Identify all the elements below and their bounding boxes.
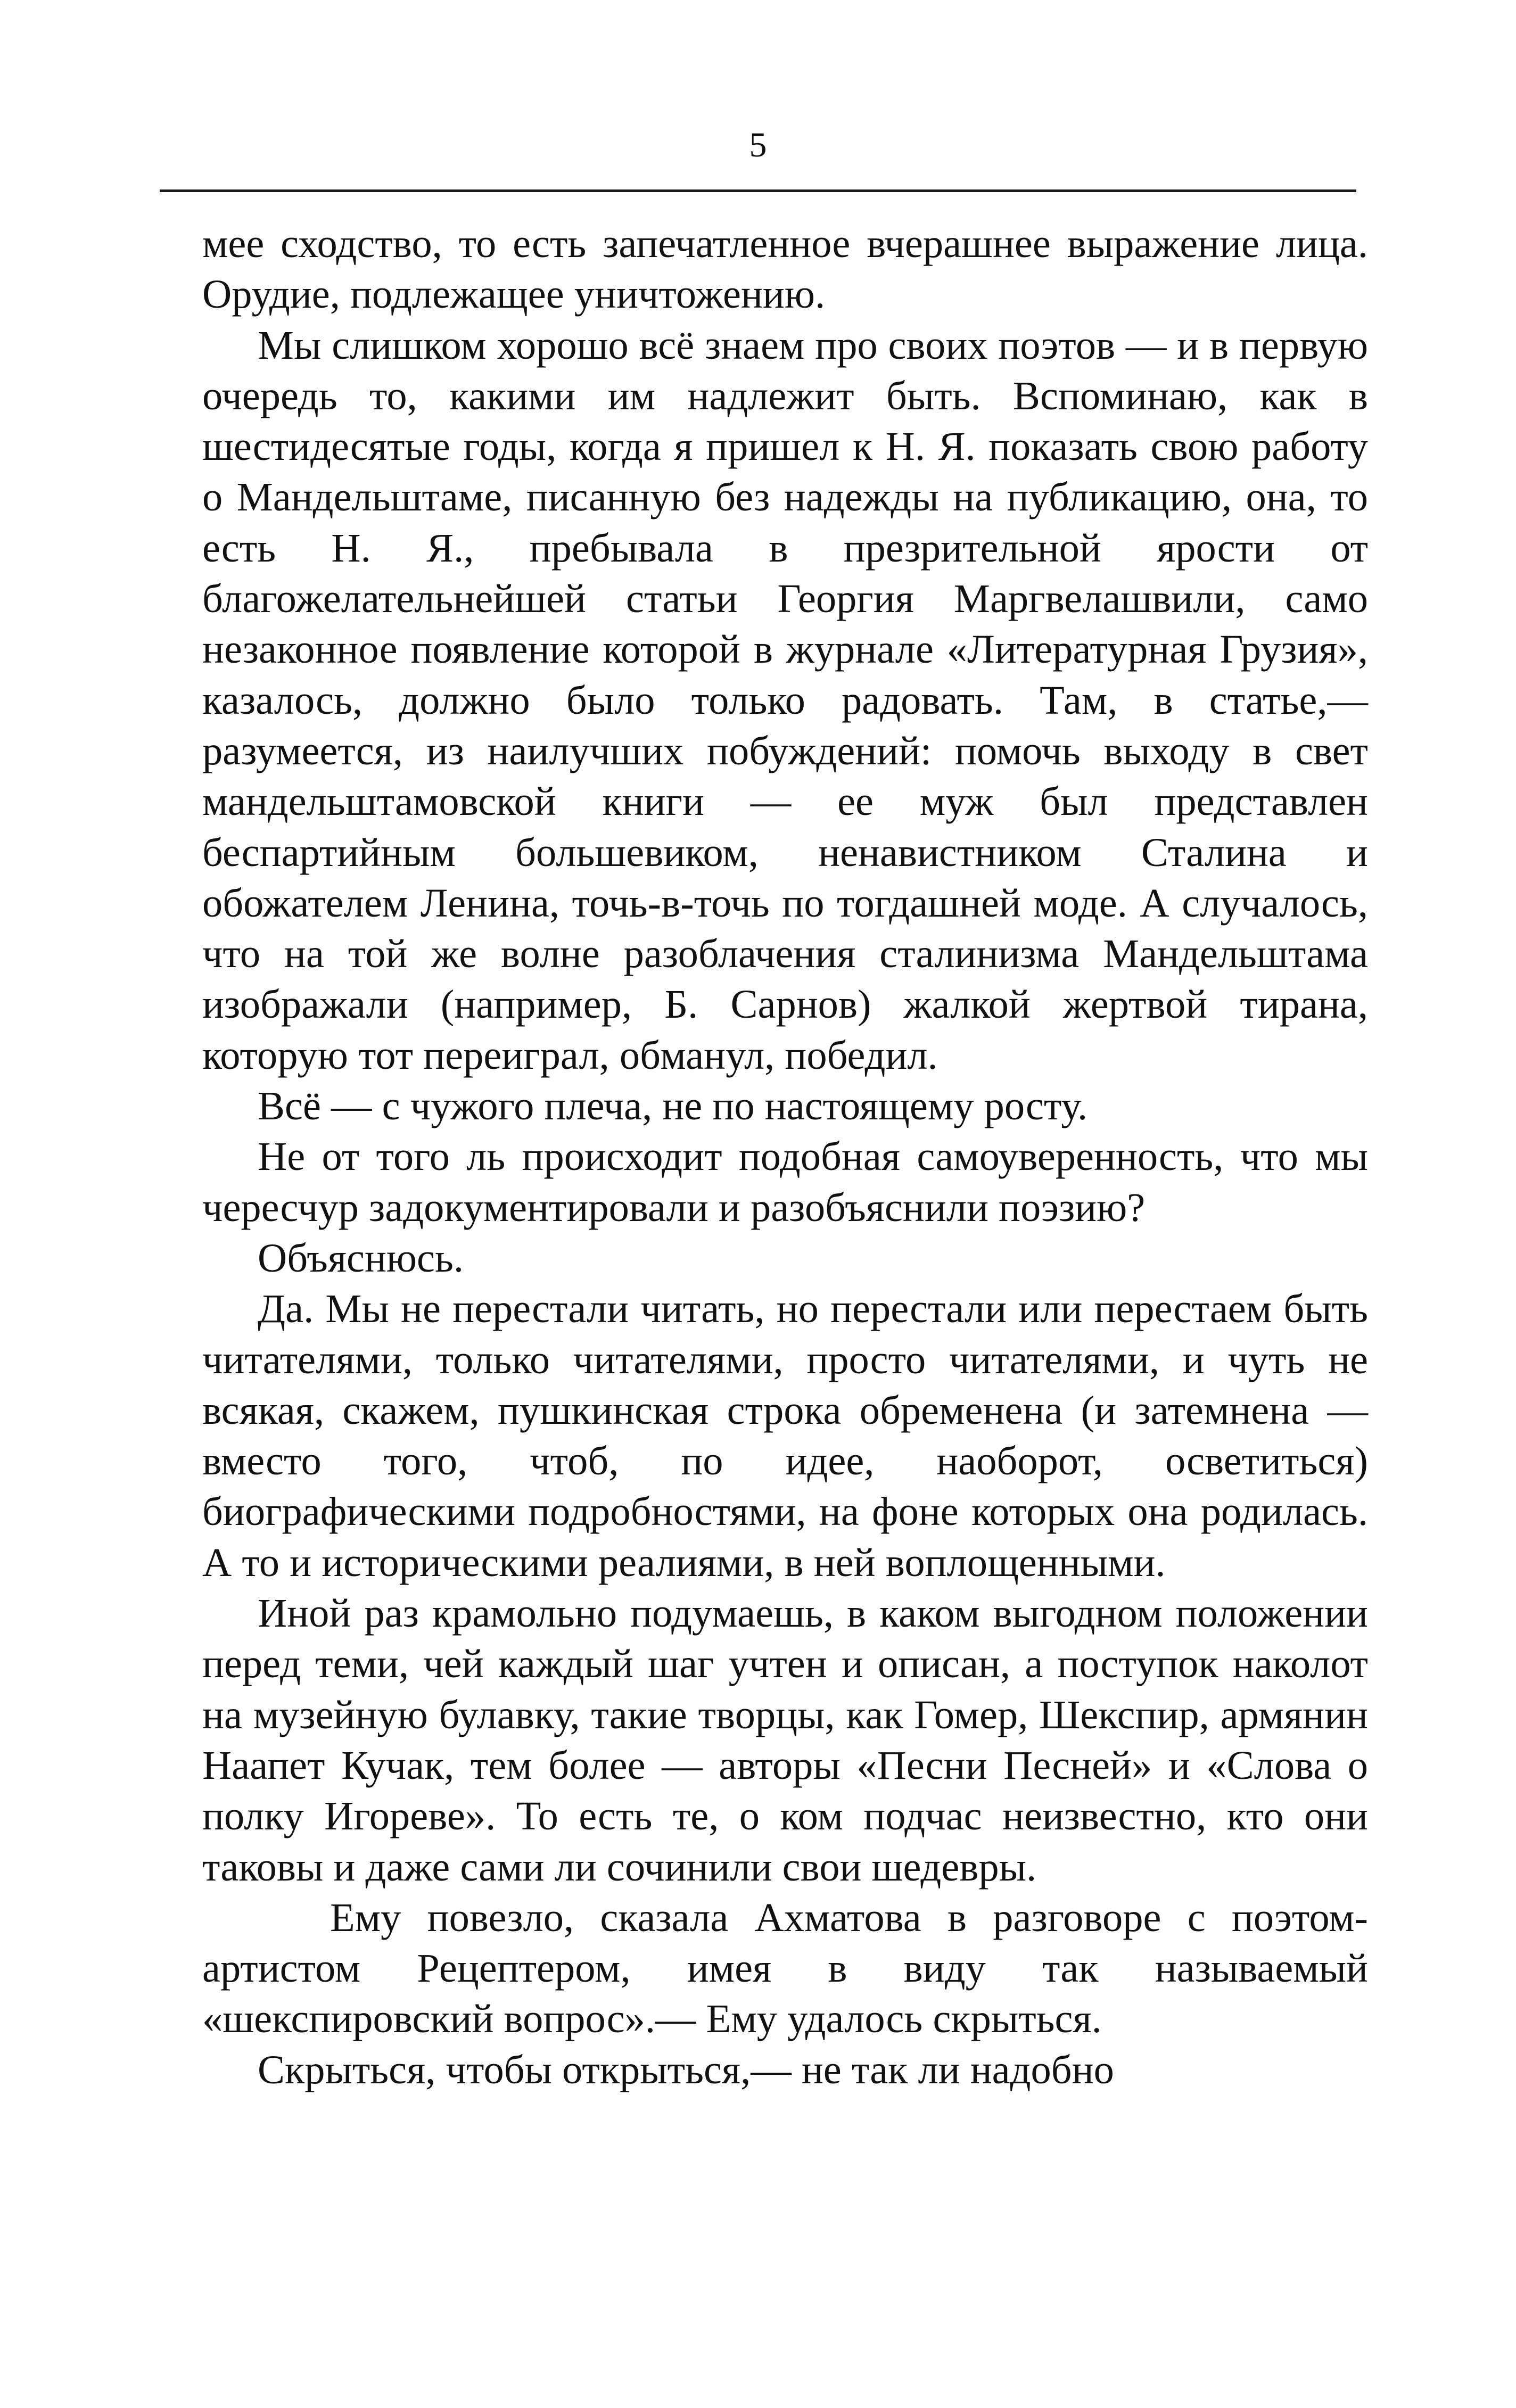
paragraph: Не от того ль происходит подобная самоуверенность, что мы чересчур задокументировали и разобъяснили поэзию? (202, 1134, 1368, 1230)
page-number: 5 (749, 126, 767, 164)
paragraph: Всё — с чужого плеча, не по настоящему росту. (258, 1083, 1088, 1129)
header-rule (160, 189, 1356, 192)
paragraph: Объяснюсь. (258, 1235, 464, 1281)
paragraph: Скрыться, чтобы открыться,— не так ли надобно (258, 2047, 1114, 2092)
body-text (202, 218, 1368, 2095)
paragraph: мее сходство, то есть запечатленное вчерашнее выражение лица. Орудие, подлежащее уничтожению. (202, 221, 1368, 317)
paragraph: Иной раз крамольно подумаешь, в каком выгодном положении перед теми, чей каждый шаг учтен и описан, а поступок наколот на музейную булавку, такие творцы, как Гомер, Шекспир, армянин Наапет Кучак, тем более — авторы «Песни Песней» и «Слова о полку Игореве». То есть те, о ком подчас неизвестно, кто они таковы и даже сами ли сочинили свои шедевры. (202, 1590, 1368, 1890)
paragraph: Мы слишком хорошо всё знаем про своих поэтов — и в первую очередь то, какими им надлежит быть. Вспоминаю, как в шестидесятые годы, когда я пришел к Н. Я. показать свою работу о Мандельштаме, писанную без надежды на публикацию, она, то есть Н. Я., пребывала в презрительной ярости от благожелательнейшей статьи Георгия Маргвелашвили, само незаконное появление которой в журнале «Литературная Грузия», казалось, должно было только радовать. Там, в статье,— разумеется, из наилучших побуждений: помочь выходу в свет мандельштамовской книги — ее муж был представлен беспартийным большевиком, ненавистником Сталина и обожателем Ленина, точь-в-точь по тогдашней моде. А случалось, что на той же волне разоблачения сталинизма Мандельштама изображали (например, Б. Сарнов) жалкой жертвой тирана, которую тот переиграл, обманул, победил. (202, 322, 1368, 1078)
paragraph: Да. Мы не перестали читать, но перестали или перестаем быть читателями, только читателями, просто читателями, и чуть не всякая, скажем, пушкинская строка обременена (и затемнена — вместо того, чтоб, по идее, наоборот, осветиться) биографическими подробностями, на фоне которых она родилась. А то и историческими реалиями, в ней воплощенными. (202, 1286, 1368, 1585)
paragraph: Ему повезло, сказала Ахматова в разговоре с поэтом-артистом Рецептером, имея в виду так называемый «шекспировский вопрос».— Ему удалось скрыться. (202, 1894, 1368, 2042)
